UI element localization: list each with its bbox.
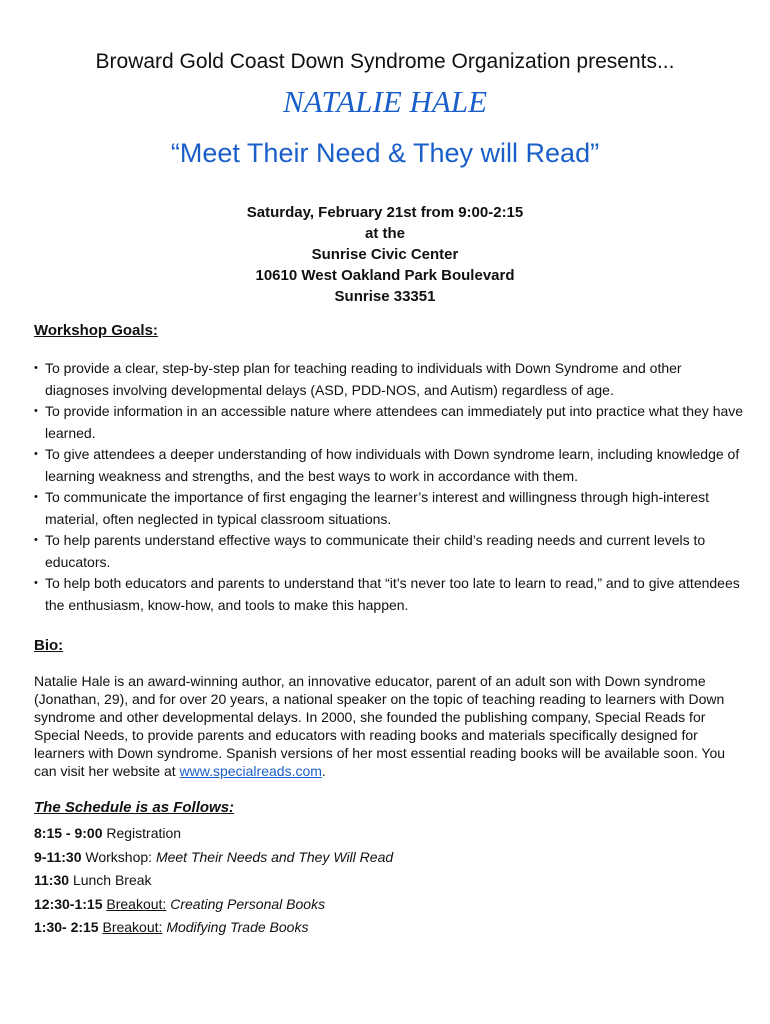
schedule-label: Workshop: bbox=[85, 848, 153, 865]
event-city: Sunrise 33351 bbox=[334, 288, 436, 305]
goal-item: • To give attendees a deeper understanding of how individuals with Down syndrome learn, including knowledge of learning weakness and strengths, and the best ways to work in accordance with them. bbox=[34, 444, 744, 487]
schedule-item bbox=[34, 846, 393, 870]
goal-item: • To help both educators and parents to understand that “it’s never too late to learn to read,” and to give attendees the enthusiasm, know-how, and tools to make this happen. bbox=[34, 573, 744, 616]
schedule-item bbox=[34, 822, 393, 846]
bio-heading: Bio: bbox=[34, 637, 64, 654]
goal-item: • To communicate the importance of first engaging the learner’s interest and willingness through high-interest material, often neglected in typical classroom situations. bbox=[34, 487, 744, 530]
schedule-time: 11:30 bbox=[34, 872, 70, 888]
schedule-list bbox=[34, 822, 393, 940]
schedule-time: 12:30-1:15 bbox=[34, 895, 103, 912]
bio-end: . bbox=[321, 763, 326, 779]
event-venue: Sunrise Civic Center bbox=[311, 246, 459, 263]
event-title: “Meet Their Need & They will Read” bbox=[170, 138, 600, 168]
event-address: 10610 West Oakland Park Boulevard bbox=[255, 267, 515, 284]
schedule-label: Registration bbox=[106, 825, 182, 841]
schedule-item bbox=[34, 916, 393, 940]
schedule-label: Breakout: bbox=[106, 895, 167, 912]
schedule-item bbox=[34, 893, 393, 917]
goal-item: • To help parents understand effective ways to communicate their child’s reading needs and current levels to educators. bbox=[34, 530, 744, 573]
goals-heading: Workshop Goals: bbox=[34, 322, 158, 339]
event-date-time: Saturday, February 21st from 9:00-2:15 bbox=[246, 204, 524, 221]
schedule-label: Lunch Break bbox=[72, 872, 152, 888]
schedule-heading: The Schedule is as Follows: bbox=[34, 799, 235, 816]
schedule-detail: Modifying Trade Books bbox=[166, 919, 309, 935]
bio-paragraph bbox=[34, 672, 740, 780]
schedule-time: 9-11:30 bbox=[34, 848, 82, 865]
website-link[interactable]: www.specialreads.com bbox=[179, 763, 322, 779]
schedule-detail: Creating Personal Books bbox=[170, 895, 326, 912]
goal-item: • To provide a clear, step-by-step plan for teaching reading to individuals with Down Syndrome and other diagnoses involving developmental delays (ASD, PDD-NOS, and Autism) regardless of age. bbox=[34, 358, 744, 401]
event-at: at the bbox=[364, 225, 405, 242]
speaker-name: NATALIE HALE bbox=[282, 84, 488, 119]
schedule-detail: Meet Their Needs and They Will Read bbox=[155, 848, 394, 865]
presenter-line: Broward Gold Coast Down Syndrome Organization presents... bbox=[95, 50, 675, 73]
event-details bbox=[0, 202, 770, 307]
bio-text: Natalie Hale is an award-winning author, an innovative educator, parent of an adult son with Down syndrome (Jonathan, 29), and for over 20 years, a national speaker on the topic of teaching reading to learners with Down syndrome and other developmental delays. In 2000, she founded the publishing company, Special Reads for Special Needs, to provide parents and educators with reading books and materials specifically designed for learners with Down syndrome. Spanish versions of her most essential reading books will be available soon. You can visit her website at bbox=[34, 673, 726, 779]
goal-item: • To provide information in an accessible nature where attendees can immediately put into practice what they have learned. bbox=[34, 401, 744, 444]
schedule-label: Breakout: bbox=[102, 919, 163, 935]
goals-list bbox=[34, 358, 744, 616]
schedule-time: 8:15 - 9:00 bbox=[34, 825, 103, 841]
schedule-item bbox=[34, 869, 393, 893]
schedule-time: 1:30- 2:15 bbox=[34, 919, 99, 935]
